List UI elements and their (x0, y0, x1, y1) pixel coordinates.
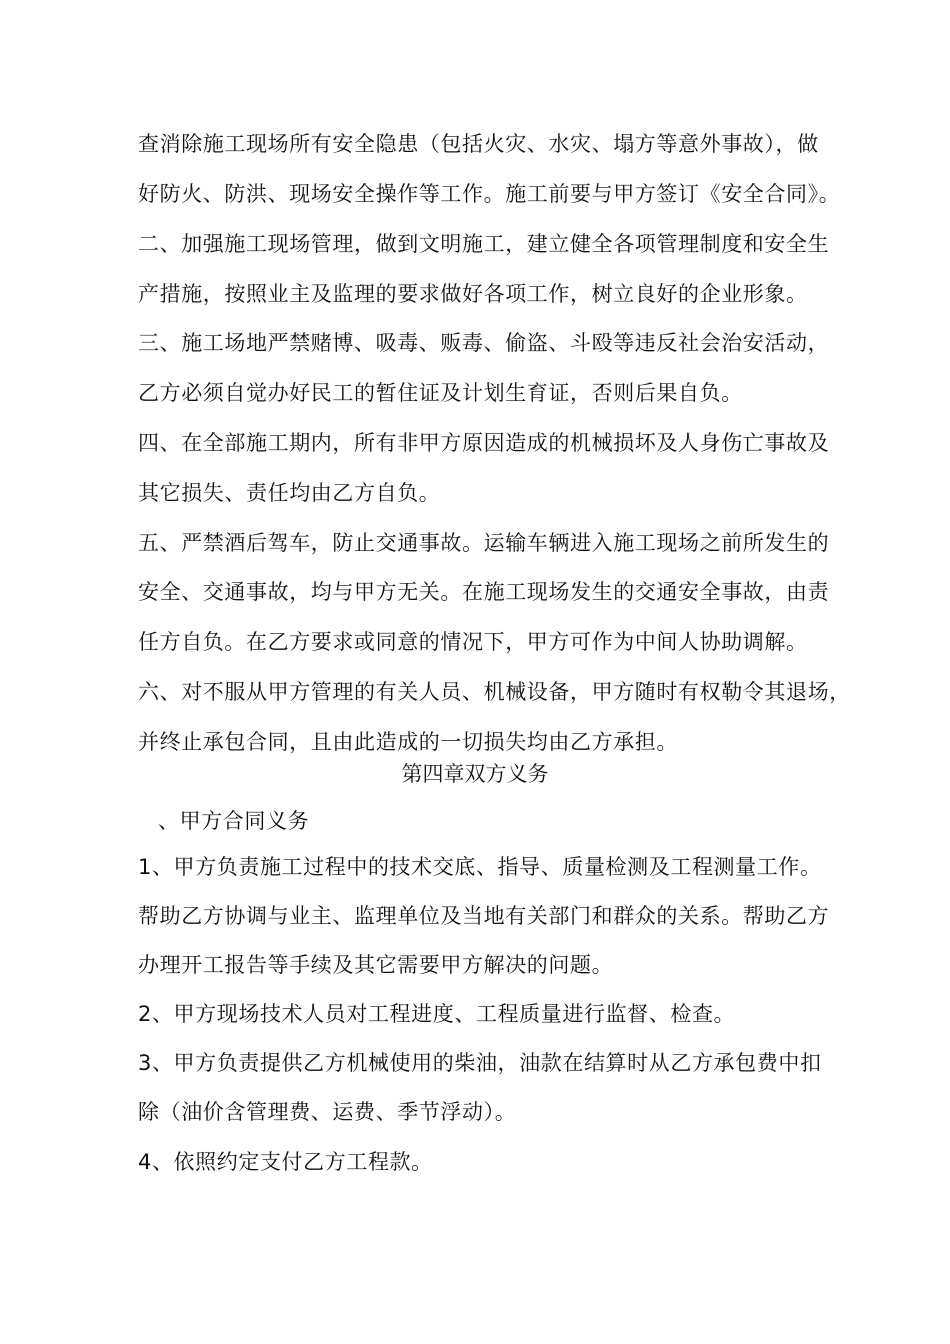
paragraph-line: 任方自负。在乙方要求或同意的情况下，甲方可作为中间人协助调解。 (138, 630, 808, 654)
chapter-title: 第四章双方义务 (401, 762, 549, 786)
paragraph-line: 除（油价含管理费、运费、季节浮动）。 (138, 1100, 517, 1124)
paragraph-line: 2、甲方现场技术人员对工程进度、工程质量进行监督、检查。 (138, 1002, 736, 1026)
section-title: 、甲方合同义务 (158, 809, 310, 833)
paragraph-line: 六、对不服从甲方管理的有关人员、机械设备，甲方随时有权勒令其退场， (138, 680, 851, 704)
paragraph-line: 五、严禁酒后驾车，防止交通事故。运输车辆进入施工现场之前所发生的 (138, 531, 830, 555)
paragraph-line: 查消除施工现场所有安全隐患（包括火灾、水灾、塌方等意外事故），做 (138, 132, 819, 156)
paragraph-line: 乙方必须自觉办好民工的暂住证及计划生育证，否则后果自负。 (138, 381, 743, 405)
paragraph-line: 4、依照约定支付乙方工程款。 (138, 1150, 433, 1174)
paragraph-line: 帮助乙方协调与业主、监理单位及当地有关部门和群众的关系。帮助乙方 (138, 904, 830, 928)
paragraph-line: 四、在全部施工期内，所有非甲方原因造成的机械损坏及人身伤亡事故及 (138, 431, 830, 455)
paragraph-line: 3、甲方负责提供乙方机械使用的柴油，油款在结算时从乙方承包费中扣 (138, 1051, 822, 1075)
paragraph-line: 二、加强施工现场管理，做到文明施工，建立健全各项管理制度和安全生 (138, 232, 830, 256)
paragraph-line: 其它损失、责任均由乙方自负。 (138, 481, 441, 505)
paragraph-line: 1、甲方负责施工过程中的技术交底、指导、质量检测及工程测量工作。 (138, 855, 822, 879)
paragraph-line: 安全、交通事故，均与甲方无关。在施工现场发生的交通安全事故，由责 (138, 580, 830, 604)
paragraph-line: 办理开工报告等手续及其它需要甲方解决的问题。 (138, 953, 614, 977)
paragraph-line: 并终止承包合同，且由此造成的一切损失均由乙方承担。 (138, 730, 678, 754)
paragraph-line: 好防火、防洪、现场安全操作等工作。施工前要与甲方签订《安全合同》。 (138, 182, 841, 206)
paragraph-line: 产措施，按照业主及监理的要求做好各项工作，树立良好的企业形象。 (138, 282, 808, 306)
paragraph-line: 三、施工场地严禁赌博、吸毒、贩毒、偷盗、斗殴等违反社会治安活动， (138, 331, 830, 355)
